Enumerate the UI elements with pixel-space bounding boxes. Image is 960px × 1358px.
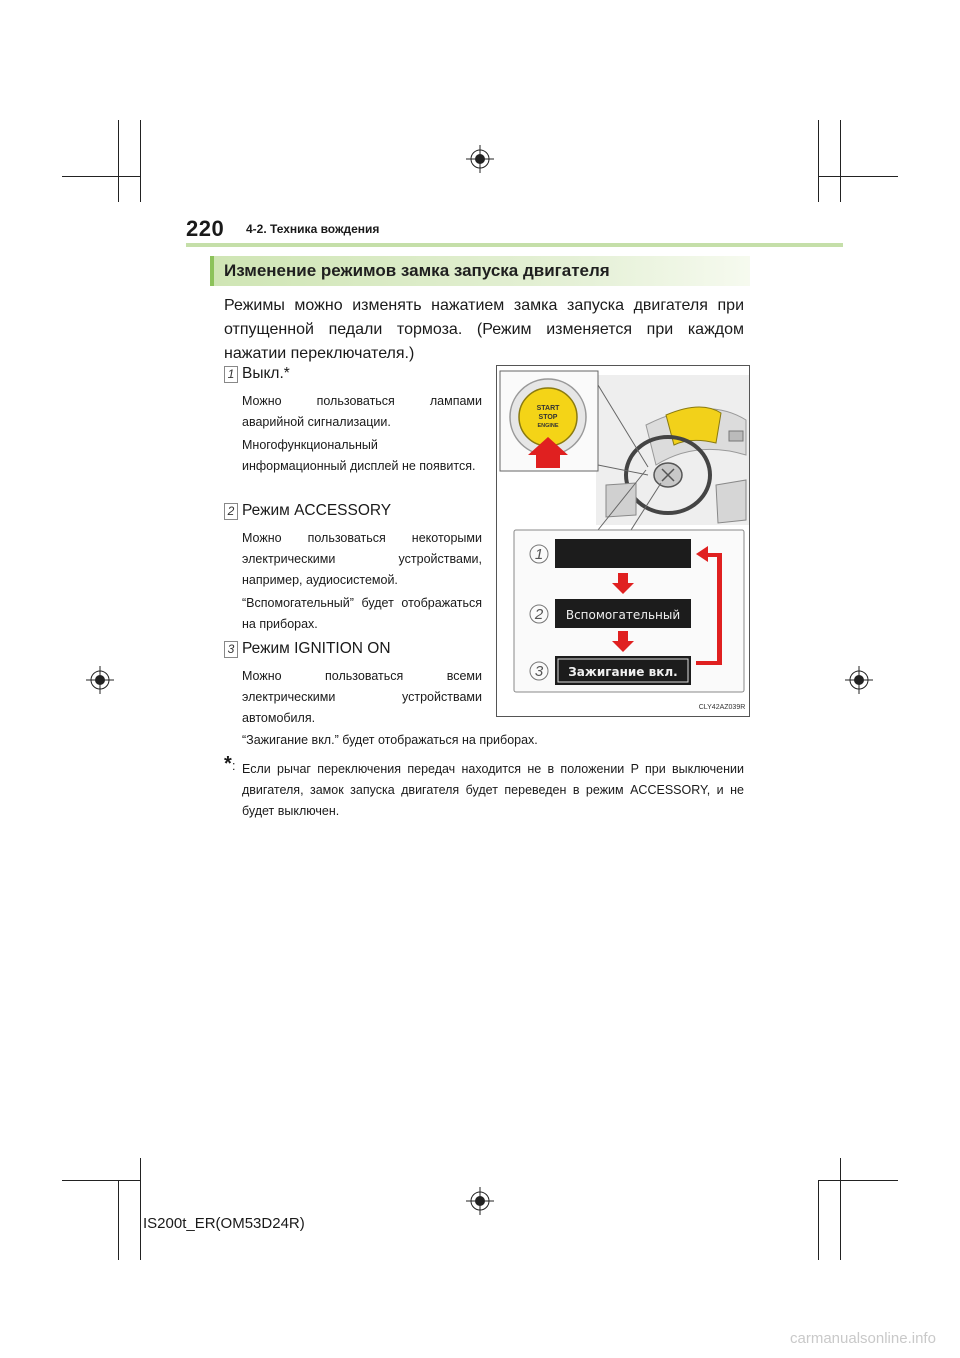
dashboard-illustration xyxy=(596,375,749,525)
crop-mark xyxy=(840,1158,841,1260)
item-title-2: Режим ACCESSORY xyxy=(242,502,392,519)
crop-mark xyxy=(62,176,140,177)
crop-mark xyxy=(818,120,819,202)
item-body-3: Можно пользоваться всеми электрическими устройствами автомобиля. xyxy=(242,669,482,725)
bottom-note: “Зажигание вкл.” будет отображаться на приборах. xyxy=(242,733,538,747)
mode-label-accessory: Вспомогательный xyxy=(565,608,681,622)
crop-mark xyxy=(62,1180,140,1181)
mode-display-off xyxy=(555,539,691,568)
item-number-1: 1 xyxy=(224,366,238,383)
mode-number-1: 1 xyxy=(534,546,544,563)
crop-mark xyxy=(818,1180,819,1260)
registration-mark-icon xyxy=(86,666,114,694)
button-text-stop: STOP xyxy=(538,414,558,421)
crop-mark xyxy=(140,1158,141,1260)
registration-mark-icon xyxy=(466,145,494,173)
manual-code: IS200t_ER(OM53D24R) xyxy=(143,1215,305,1232)
section-title: 4-2. Техника вождения xyxy=(246,222,380,236)
button-text-engine: ENGINE xyxy=(537,423,559,429)
footnote-text: Если рычаг переключения передач находится не в положении P при выключении двигателя, замок запуска двигателя будет переведен в режим ACCESSORY, и не будет выключен. xyxy=(242,762,744,818)
intro-text: Режимы можно изменять нажатием замка запуска двигателя при отпущенной педали тормоза. (Режим изменяется при каждом нажатии переключателя.) xyxy=(224,297,744,362)
item-number-2: 2 xyxy=(224,503,238,520)
crop-mark xyxy=(118,120,119,202)
crop-mark xyxy=(840,120,841,202)
footnote-colon: : xyxy=(232,759,236,773)
registration-mark-icon xyxy=(466,1187,494,1215)
figure-code: CLY42AZ039R xyxy=(698,704,746,711)
mode-number-2: 2 xyxy=(534,606,544,623)
item-body-2a: Можно пользоваться некоторыми электрическими устройствами, например, аудиосистемой. xyxy=(242,531,482,587)
page-number: 220 xyxy=(186,216,225,241)
item-title-1: Выкл.* xyxy=(242,365,290,382)
crop-mark xyxy=(140,120,141,202)
mode-number-3: 3 xyxy=(534,663,544,680)
registration-mark-icon xyxy=(845,666,873,694)
item-body-2b: “Вспомогательный” будет отображаться на приборах. xyxy=(242,596,482,631)
crop-mark xyxy=(818,1180,898,1181)
crop-mark xyxy=(818,176,898,177)
start-button-figure xyxy=(496,365,750,717)
button-text-start: START xyxy=(536,405,560,412)
section-heading: Изменение режимов замка запуска двигателя xyxy=(224,261,610,280)
item-body-1a: Можно пользоваться лампами аварийной сигнализации. xyxy=(242,394,482,429)
watermark: carmanualsonline.info xyxy=(790,1330,936,1347)
mode-label-ignition: Зажигание вкл. xyxy=(568,665,678,679)
item-body-1b: Многофункциональный информационный дисплей не появится. xyxy=(242,438,476,473)
crop-mark xyxy=(118,1180,119,1260)
item-number-3: 3 xyxy=(224,641,238,658)
header-rule xyxy=(186,243,843,247)
item-title-3: Режим IGNITION ON xyxy=(242,640,391,657)
footnote-marker: * xyxy=(224,753,232,775)
